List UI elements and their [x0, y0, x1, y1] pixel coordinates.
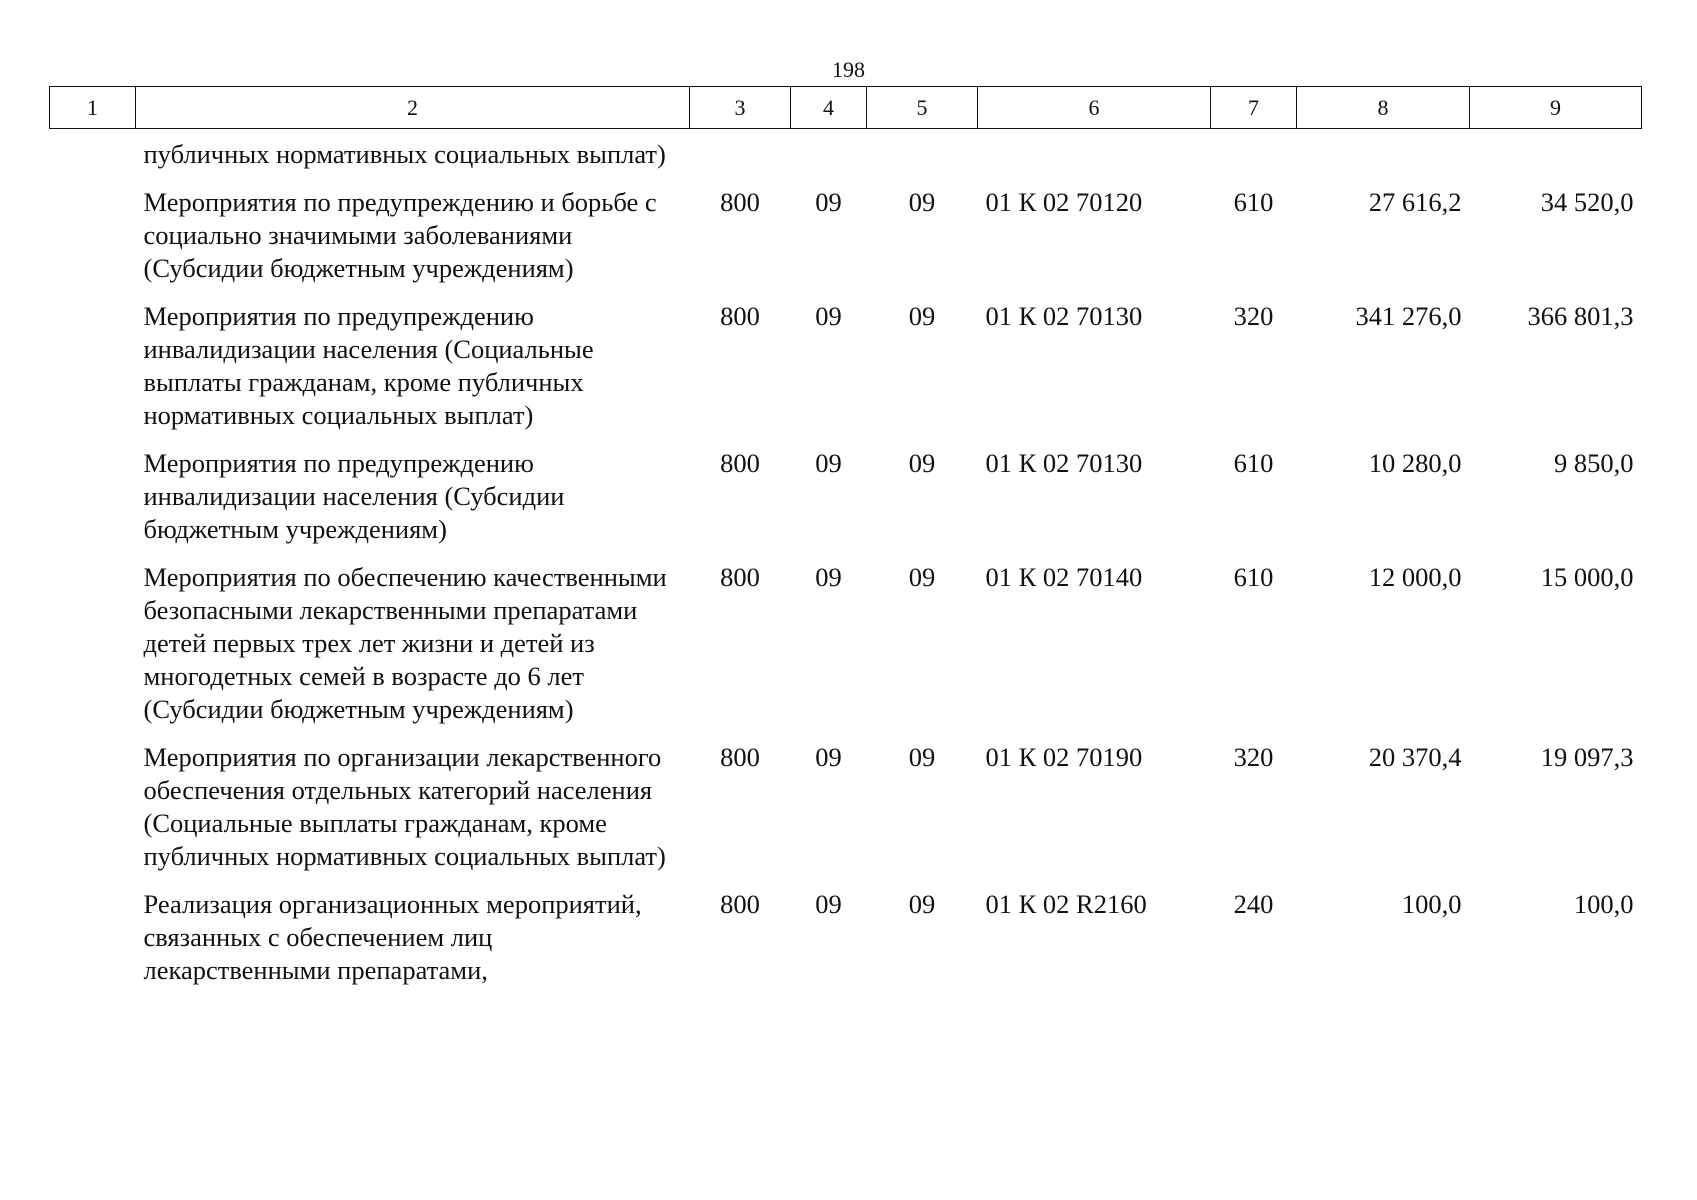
row-name: Мероприятия по предупреждению и борьбе с социально значимыми заболеваниями (Субсидии бюджетным учреждениям): [143, 187, 657, 283]
row-column-8: 10 280,0: [1368, 448, 1462, 478]
row-column-5: [867, 129, 978, 187]
table-row: [50, 561, 1642, 741]
column-header-9: 9: [1470, 87, 1642, 129]
row-column-9: [1470, 129, 1642, 187]
row-column-3: 800: [720, 742, 760, 772]
row-column-7: 320: [1233, 301, 1274, 331]
row-column-4: 09: [815, 301, 842, 331]
table-row: [50, 888, 1642, 1002]
row-column-3: 800: [720, 562, 760, 592]
row-column-3: [690, 129, 791, 187]
table-row: [50, 447, 1642, 561]
column-header-8: 8: [1297, 87, 1470, 129]
row-column-8: 20 370,4: [1368, 742, 1462, 772]
row-column-4: 09: [815, 562, 842, 592]
table-row: [50, 129, 1642, 187]
row-column-5: 09: [908, 742, 936, 772]
table-row: [50, 186, 1642, 300]
row-column-7: 240: [1233, 889, 1274, 919]
row-name: Мероприятия по предупреждению инвалидизации населения (Субсидии бюджетным учреждениям): [143, 448, 565, 544]
row-column-3: 800: [720, 301, 760, 331]
row-name: Мероприятия по организации лекарственного обеспечения отдельных категорий населения (Социальные выплаты гражданам, кроме публичных нормативных социальных выплат): [143, 742, 666, 871]
row-column-5: 09: [908, 562, 936, 592]
row-column-7: 610: [1233, 448, 1274, 478]
row-column-7: 610: [1233, 562, 1274, 592]
column-header-6: 6: [978, 87, 1211, 129]
row-column-9: 15 000,0: [1540, 562, 1634, 592]
row-column-4: 09: [815, 187, 842, 217]
row-column-1: [50, 129, 136, 187]
row-column-8: [1297, 129, 1470, 187]
row-column-5: 09: [908, 187, 936, 217]
row-column-9: 100,0: [1573, 889, 1634, 919]
row-column-9: 34 520,0: [1540, 187, 1634, 217]
row-column-7: 320: [1233, 742, 1274, 772]
row-name: публичных нормативных социальных выплат): [143, 139, 666, 169]
page-number: 198: [832, 57, 865, 82]
row-name: Мероприятия по обеспечению качественными безопасными лекарственными препаратами детей первых трех лет жизни и детей из многодетных семей в возрасте до 6 лет (Субсидии бюджетным учреждениям): [143, 562, 667, 724]
row-column-4: 09: [815, 889, 842, 919]
row-column-8: 12 000,0: [1368, 562, 1462, 592]
row-column-6: 01 К 02 70140: [985, 562, 1143, 592]
row-column-9: 9 850,0: [1554, 448, 1634, 478]
row-column-9: 366 801,3: [1527, 301, 1634, 331]
row-column-9: 19 097,3: [1540, 742, 1634, 772]
column-header-4: 4: [791, 87, 867, 129]
row-column-7: [1211, 129, 1297, 187]
row-column-1: [50, 888, 136, 1002]
row-name: Мероприятия по предупреждению инвалидизации населения (Социальные выплаты гражданам, кроме публичных нормативных социальных выплат): [143, 301, 594, 430]
row-column-5: 09: [908, 889, 936, 919]
column-header-2: 2: [136, 87, 690, 129]
column-header-3: 3: [690, 87, 791, 129]
row-column-6: 01 К 02 70130: [985, 448, 1143, 478]
row-column-4: 09: [815, 742, 842, 772]
row-column-6: 01 К 02 R2160: [985, 889, 1147, 919]
row-column-1: [50, 447, 136, 561]
row-name: Реализация организационных мероприятий, связанных с обеспечением лиц лекарственными препаратами,: [143, 889, 642, 985]
row-column-4: [791, 129, 867, 187]
row-column-8: 100,0: [1401, 889, 1462, 919]
row-column-5: 09: [908, 448, 936, 478]
row-column-1: [50, 186, 136, 300]
row-column-1: [50, 741, 136, 888]
column-header-5: 5: [867, 87, 978, 129]
row-column-8: 27 616,2: [1368, 187, 1462, 217]
row-column-1: [50, 300, 136, 447]
column-header-1: 1: [50, 87, 136, 129]
column-number-header-row: [50, 87, 1642, 129]
row-column-7: 610: [1233, 187, 1274, 217]
budget-table: [49, 86, 1642, 1002]
row-column-1: [50, 561, 136, 741]
row-column-6: 01 К 02 70190: [985, 742, 1143, 772]
row-column-8: 341 276,0: [1355, 301, 1462, 331]
table-row: [50, 300, 1642, 447]
row-column-6: 01 К 02 70120: [985, 187, 1143, 217]
row-column-6: 01 К 02 70130: [985, 301, 1143, 331]
row-column-3: 800: [720, 889, 760, 919]
row-column-6: [978, 129, 1211, 187]
row-column-4: 09: [815, 448, 842, 478]
row-column-3: 800: [720, 187, 760, 217]
row-column-3: 800: [720, 448, 760, 478]
row-column-5: 09: [908, 301, 936, 331]
column-header-7: 7: [1211, 87, 1297, 129]
table-row: [50, 741, 1642, 888]
